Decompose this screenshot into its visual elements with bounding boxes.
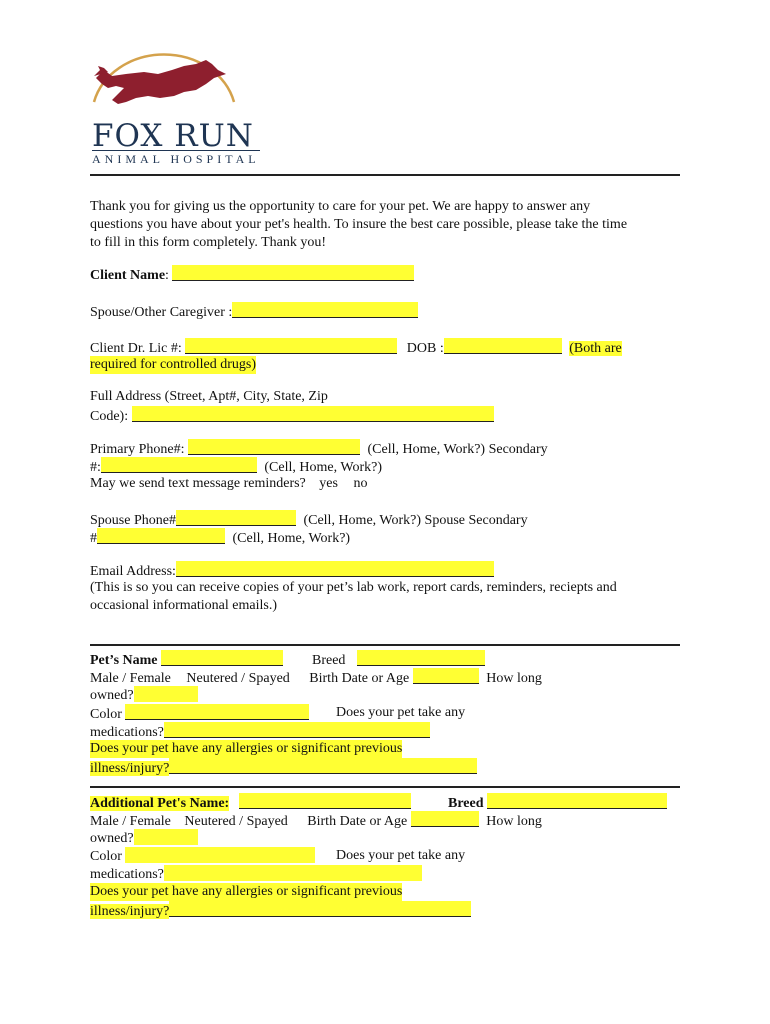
- fox-run-logo: [88, 44, 260, 166]
- pet1-sex[interactable]: Male / Female: [90, 671, 171, 686]
- secondary-phone-row: [90, 457, 382, 477]
- address-label-2: Code):: [90, 409, 132, 424]
- address-row: [90, 406, 494, 426]
- pet2-owned-field[interactable]: [134, 829, 198, 845]
- email-note-2: occasional informational emails.): [90, 598, 277, 613]
- primary-phone-label: Primary Phone#:: [90, 442, 188, 457]
- pet2-sex[interactable]: Male / Female: [90, 814, 171, 829]
- pet1-birth-label: Birth Date or Age: [309, 671, 410, 686]
- email-field[interactable]: [176, 561, 494, 577]
- pet1-allergy-field[interactable]: [169, 758, 477, 774]
- pet2-meds-row: [90, 865, 422, 884]
- spouse-secondary-prefix: #: [90, 531, 97, 546]
- pet2-color-label: Color: [90, 849, 122, 864]
- pet2-allergy-label: illness/injury?: [90, 904, 170, 919]
- spouse-row: [90, 302, 418, 322]
- email-label: Email Address:: [90, 564, 176, 579]
- pet2-birth-field[interactable]: [411, 811, 479, 827]
- client-name-field[interactable]: [172, 265, 414, 281]
- pet1-name-field[interactable]: [161, 650, 283, 666]
- pet1-owned-field[interactable]: [134, 686, 198, 702]
- logo-subtitle: ANIMAL HOSPITAL: [92, 152, 260, 166]
- pet1-birth-field[interactable]: [413, 668, 479, 684]
- pet1-meds-row: [90, 722, 430, 742]
- pet2-color-row: [90, 847, 315, 866]
- pet2-allergy-field[interactable]: [169, 901, 471, 917]
- spouse-phone-label: Spouse Phone#: [90, 513, 176, 528]
- pet1-color-row: [90, 704, 309, 724]
- pet1-meds-field[interactable]: [164, 722, 430, 738]
- pet2-breed-label: Breed: [448, 796, 484, 811]
- pet2-color-field[interactable]: [125, 847, 315, 863]
- logo-name: FOX RUN: [92, 118, 254, 154]
- spouse-field[interactable]: [232, 302, 418, 318]
- pet2-owned-label: owned?: [90, 831, 134, 846]
- dob-note-2: required for controlled drugs): [90, 357, 256, 372]
- intro-line-1: Thank you for giving us the opportunity to care for your pet. We are happy to answer any: [90, 199, 591, 214]
- pet2-name-row: [90, 793, 411, 813]
- email-row: [90, 561, 494, 581]
- pet1-breed-label: Breed: [312, 653, 346, 668]
- pet2-breed-row: [448, 793, 667, 813]
- pet1-sex-row: [90, 668, 542, 688]
- spouse-secondary-field[interactable]: [97, 528, 225, 544]
- address-label-1: Full Address (Street, Apt#, City, State, Zip: [90, 389, 328, 404]
- secondary-phone-type: (Cell, Home, Work?): [264, 460, 382, 475]
- license-row: [90, 338, 622, 358]
- pet1-neuter[interactable]: Neutered / Spayed: [186, 671, 290, 686]
- pet1-meds-question: Does your pet take any: [336, 705, 466, 720]
- spouse-phone-row: [90, 510, 528, 530]
- address-field[interactable]: [132, 406, 494, 422]
- pet2-allergy-row: [90, 901, 471, 921]
- pet2-owned-row: [90, 829, 198, 848]
- dob-field[interactable]: [444, 338, 562, 354]
- pet2-allergy-question: Does your pet have any allergies or significant previous: [90, 884, 403, 899]
- pet1-breed-row: [312, 650, 485, 670]
- header-divider: [90, 174, 680, 176]
- client-name-row: Client Name:: [90, 265, 414, 285]
- pet1-owned-label: owned?: [90, 688, 134, 703]
- pet1-color-label: Color: [90, 707, 122, 722]
- pet1-allergy-question: Does your pet have any allergies or significant previous: [90, 741, 403, 756]
- email-note-1: (This is so you can receive copies of your pet’s lab work, report cards, reminders, reciepts and: [90, 580, 617, 595]
- spouse-phone-type: (Cell, Home, Work?) Spouse Secondary: [303, 513, 528, 528]
- pet1-allergy-label: illness/injury?: [90, 761, 170, 776]
- primary-phone-row: [90, 439, 548, 459]
- spouse-secondary-type: (Cell, Home, Work?): [232, 531, 351, 546]
- text-reminder-no[interactable]: no: [353, 476, 368, 491]
- pet2-sex-row: [90, 811, 542, 831]
- intro-line-2: questions you have about your pet's health. To insure the best care possible, please take the time: [90, 217, 628, 232]
- pet2-name-label: Additional Pet's Name:: [90, 796, 230, 811]
- primary-phone-field[interactable]: [188, 439, 360, 455]
- pet2-meds-label: medications?: [90, 867, 164, 882]
- pet1-name-row: [90, 650, 283, 670]
- client-name-label: Client Name: [90, 268, 166, 283]
- spouse-phone-field[interactable]: [176, 510, 296, 526]
- dob-label: DOB :: [406, 341, 444, 356]
- license-field[interactable]: [185, 338, 397, 354]
- intro-line-3: to fill in this form completely. Thank you!: [90, 235, 327, 250]
- pet1-name-label: Pet’s Name: [90, 653, 158, 668]
- pet2-breed-field[interactable]: [487, 793, 667, 809]
- pet2-meds-field[interactable]: [164, 865, 422, 881]
- secondary-phone-prefix: #:: [90, 460, 101, 475]
- spouse-secondary-row: [90, 528, 350, 548]
- secondary-phone-field[interactable]: [101, 457, 257, 473]
- pet1-color-field[interactable]: [125, 704, 309, 720]
- pet2-divider: [90, 786, 680, 788]
- text-reminder-yes[interactable]: yes: [319, 476, 338, 491]
- pet1-breed-field[interactable]: [357, 650, 485, 666]
- pet1-allergy-row: [90, 758, 477, 778]
- pet2-meds-question: Does your pet take any: [336, 848, 466, 863]
- text-reminder-question: May we send text message reminders?: [90, 476, 306, 491]
- text-reminder-row: [90, 475, 367, 493]
- license-label: Client Dr. Lic #:: [90, 341, 186, 356]
- dob-note: (Both are: [569, 341, 622, 356]
- pet1-owned-row: [90, 686, 198, 705]
- pet2-neuter[interactable]: Neutered / Spayed: [184, 814, 288, 829]
- pet2-birth-label: Birth Date or Age: [307, 814, 408, 829]
- pet2-how-long: How long: [486, 814, 542, 829]
- spouse-label: Spouse/Other Caregiver :: [90, 305, 233, 320]
- pet1-meds-label: medications?: [90, 725, 164, 740]
- pet2-name-field[interactable]: [239, 793, 411, 809]
- pet1-divider: [90, 644, 680, 646]
- primary-phone-type: (Cell, Home, Work?) Secondary: [367, 442, 548, 457]
- pet1-how-long: How long: [486, 671, 542, 686]
